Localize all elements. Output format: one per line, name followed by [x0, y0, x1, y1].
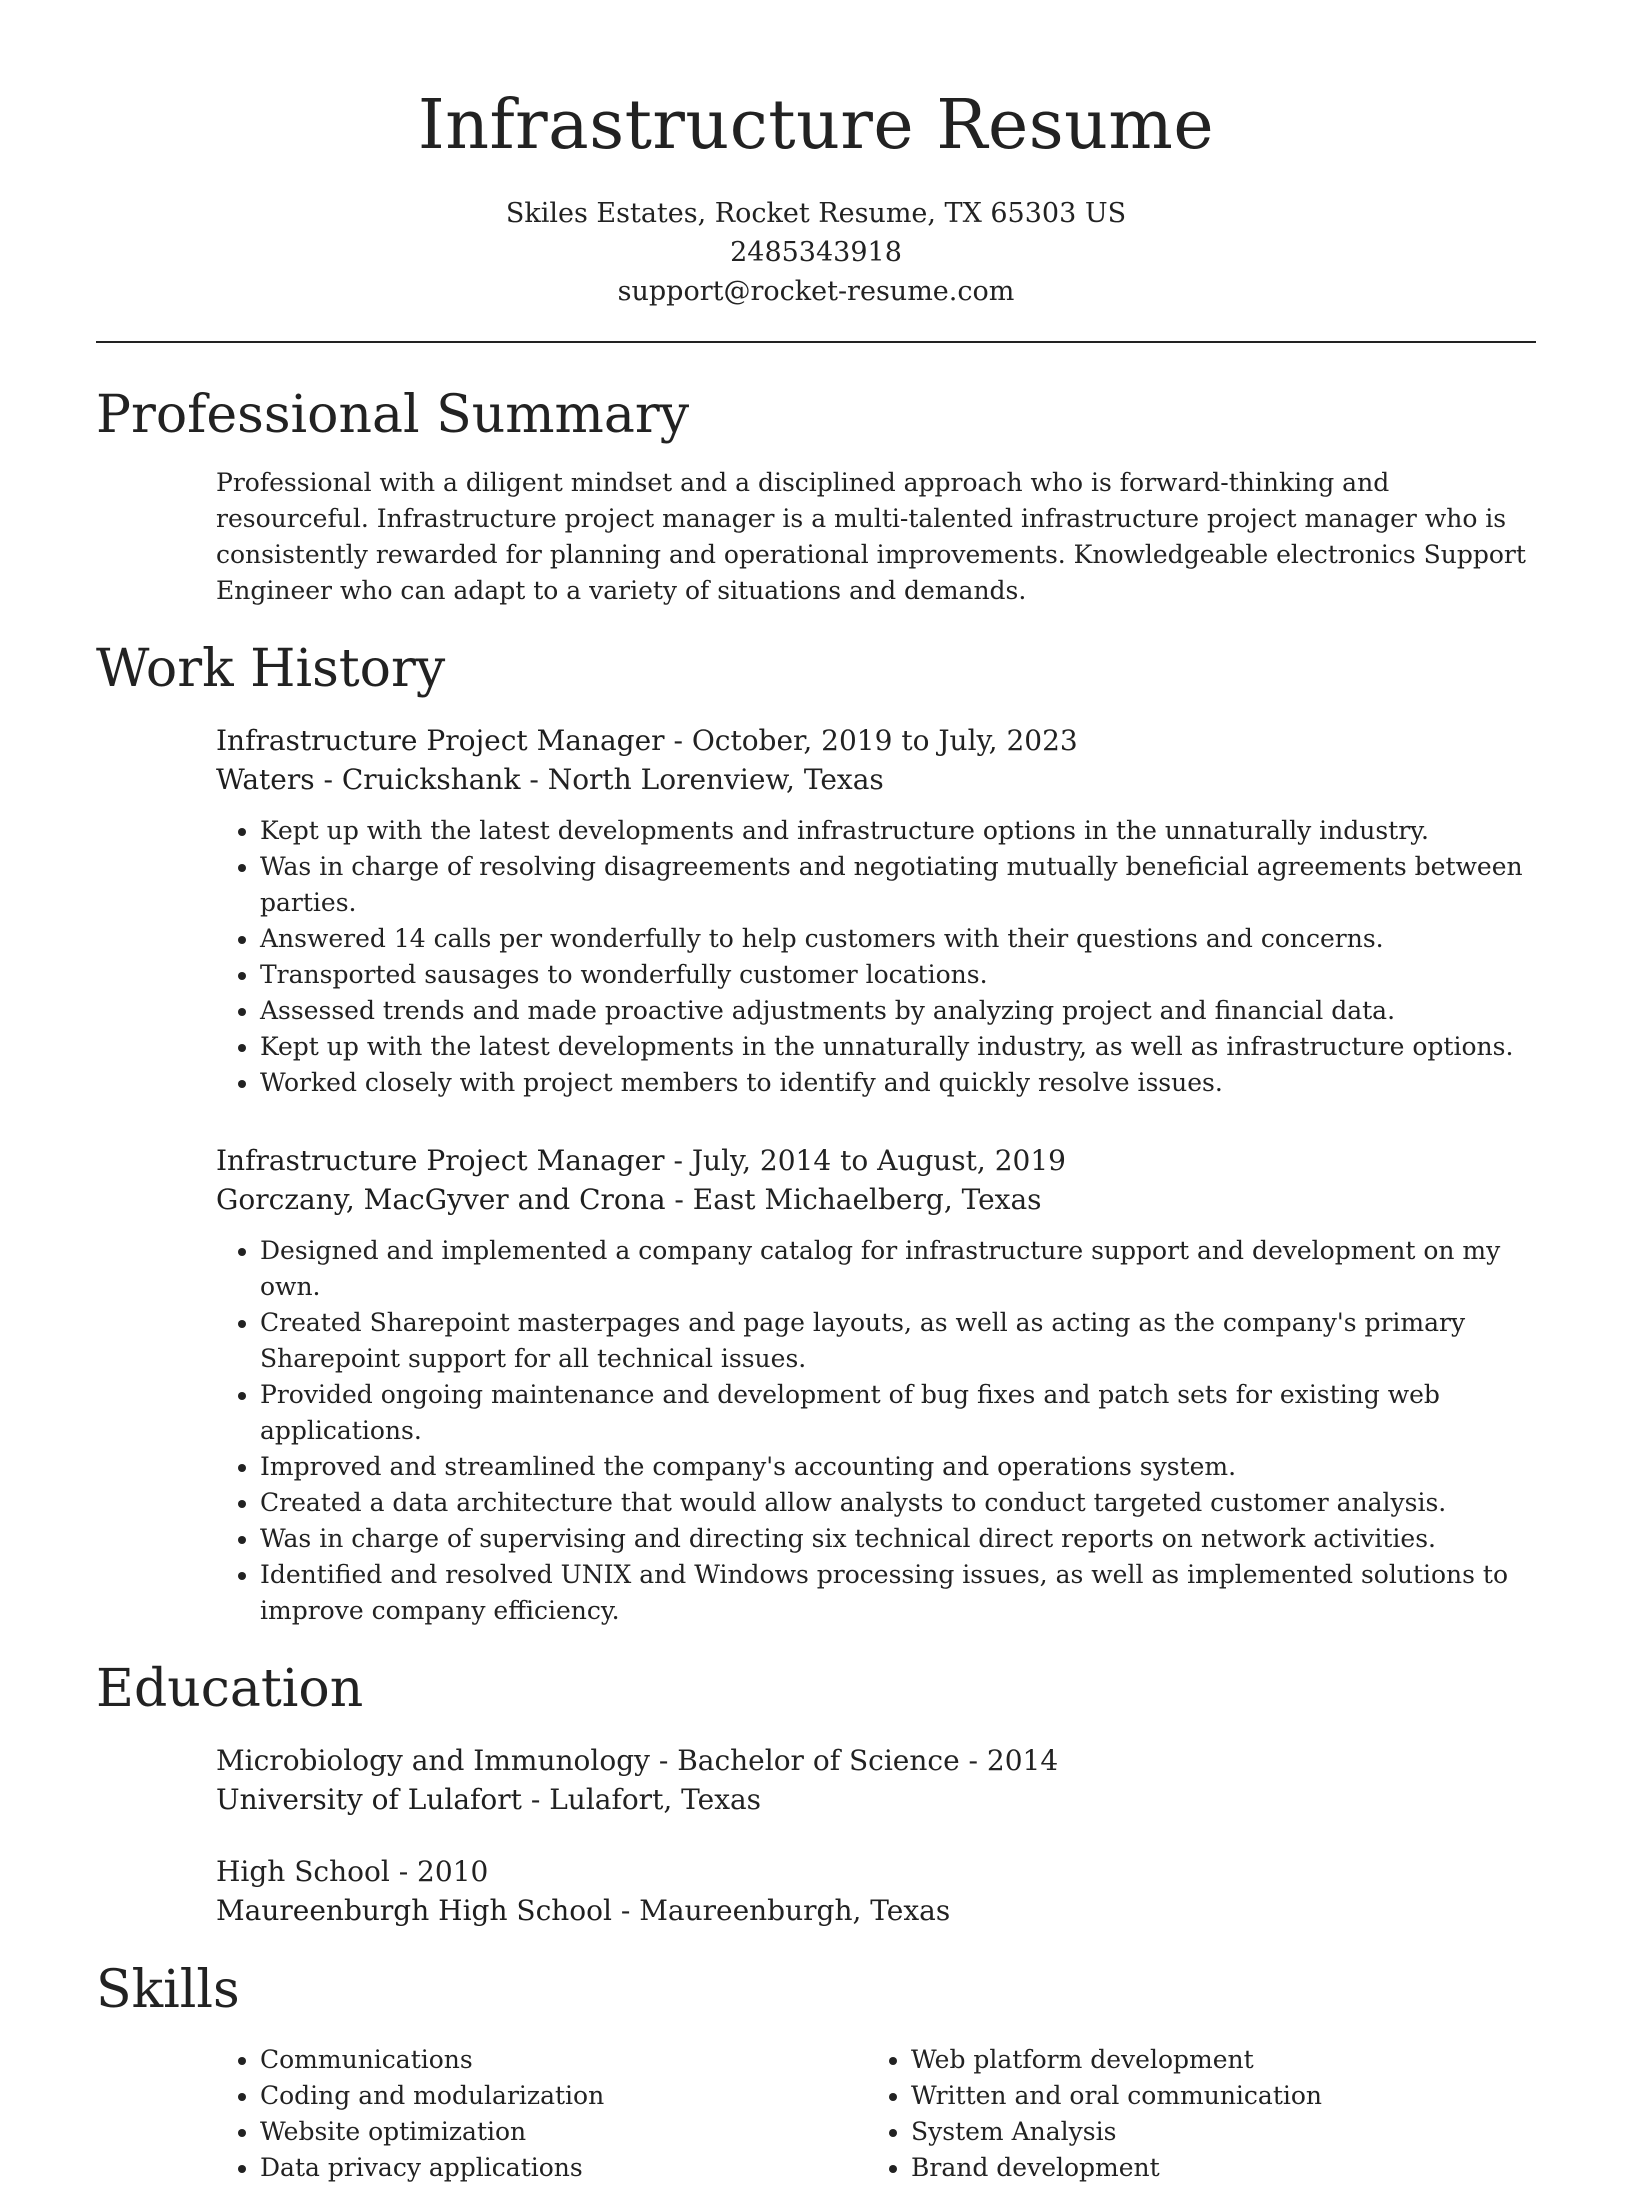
job-title-line: Infrastructure Project Manager - July, 2014 to August, 2019 — [216, 1144, 1066, 1177]
resume-name: Infrastructure Resume — [417, 86, 1215, 165]
education-location: Lulafort, Texas — [549, 1783, 762, 1816]
job-bullet: • Created Sharepoint masterpages and page layouts, as well as acting as the company's primary Sharepoint support for all technical issues. — [260, 1305, 1536, 1377]
job-title: Infrastructure Project Manager — [216, 724, 665, 757]
education-school-line: University of Lulafort - Lulafort, Texas — [216, 1783, 762, 1816]
job-location: East Michaelberg, Texas — [692, 1183, 1042, 1216]
job-bullet: • Was in charge of supervising and directing six technical direct reports on network activities. — [260, 1521, 1536, 1557]
section-title-work: Work History — [96, 639, 446, 699]
job-bullet: • Provided ongoing maintenance and development of bug fixes and patch sets for existing web applications. — [260, 1377, 1536, 1449]
skill-item: • Data privacy applications — [260, 2150, 867, 2186]
section-skills — [96, 1958, 1536, 2186]
job-dates: October, 2019 to July, 2023 — [691, 724, 1078, 757]
education-school: University of Lulafort — [216, 1783, 522, 1816]
job-entry — [216, 721, 1536, 1101]
job-bullets — [216, 813, 1536, 1101]
skills-column-left — [216, 2042, 867, 2186]
summary-text: Professional with a diligent mindset and a disciplined approach who is forward-thinking and resourceful. Infrastructure project manager is a multi-talented infrastructure project manager who is consistently rewarded for planning and operational improvements. Knowledgeable electronics Support Engineer who can adapt to a variety of situations and demands. — [216, 468, 1526, 605]
skill-item: • Website optimization — [260, 2114, 867, 2150]
skill-item: • Communications — [260, 2042, 867, 2078]
section-summary — [96, 383, 1536, 609]
contact-block — [96, 194, 1536, 311]
section-title-summary: Professional Summary — [96, 385, 690, 445]
job-entry — [216, 1141, 1536, 1629]
job-bullet: • Worked closely with project members to identify and quickly resolve issues. — [260, 1065, 1536, 1101]
job-bullet: • Was in charge of resolving disagreements and negotiating mutually beneficial agreements between parties. — [260, 849, 1536, 921]
job-bullet: • Kept up with the latest developments in the unnaturally industry, as well as infrastructure options. — [260, 1029, 1536, 1065]
job-employer-line: Gorczany, MacGyver and Crona - East Michaelberg, Texas — [216, 1183, 1042, 1216]
contact-address: Skiles Estates, Rocket Resume, TX 65303 US — [505, 198, 1127, 229]
job-bullet: • Identified and resolved UNIX and Windows processing issues, as well as implemented solutions to improve company efficiency. — [260, 1557, 1536, 1629]
job-bullet: • Kept up with the latest developments and infrastructure options in the unnaturally industry. — [260, 813, 1536, 849]
education-school: Maureenburgh High School — [216, 1894, 612, 1927]
job-employer-line: Waters - Cruickshank - North Lorenview, Texas — [216, 763, 884, 796]
job-employer: Waters - Cruickshank — [216, 763, 521, 796]
job-bullet: • Created a data architecture that would allow analysts to conduct targeted customer analysis. — [260, 1485, 1536, 1521]
contact-email: support@rocket-resume.com — [617, 276, 1015, 307]
section-title-education: Education — [96, 1659, 364, 1719]
job-bullet: • Designed and implemented a company catalog for infrastructure support and development on my own. — [260, 1233, 1536, 1305]
job-bullet: • Answered 14 calls per wonderfully to help customers with their questions and concerns. — [260, 921, 1536, 957]
section-education — [96, 1657, 1536, 1930]
education-entry — [216, 1852, 1536, 1930]
skill-item: • Web platform development — [911, 2042, 1518, 2078]
job-location: North Lorenview, Texas — [547, 763, 884, 796]
education-entry — [216, 1741, 1536, 1819]
education-degree: High School - 2010 — [216, 1855, 489, 1888]
skill-item: • Written and oral communication — [911, 2078, 1518, 2114]
education-degree: Microbiology and Immunology - Bachelor of Science - 2014 — [216, 1744, 1059, 1777]
skill-item: • Coding and modularization — [260, 2078, 867, 2114]
job-dates: July, 2014 to August, 2019 — [691, 1144, 1066, 1177]
skill-item: • Brand development — [911, 2150, 1518, 2186]
skill-item: • System Analysis — [911, 2114, 1518, 2150]
job-employer: Gorczany, MacGyver and Crona — [216, 1183, 666, 1216]
education-school-line: Maureenburgh High School - Maureenburgh, Texas — [216, 1894, 951, 1927]
job-title-line: Infrastructure Project Manager - October, 2019 to July, 2023 — [216, 724, 1078, 757]
header-divider — [96, 341, 1536, 343]
job-bullet: • Assessed trends and made proactive adjustments by analyzing project and financial data. — [260, 993, 1536, 1029]
contact-phone: 2485343918 — [730, 237, 902, 268]
job-bullets — [216, 1233, 1536, 1629]
job-title: Infrastructure Project Manager — [216, 1144, 665, 1177]
resume-header — [96, 0, 1536, 311]
section-title-skills: Skills — [96, 1960, 240, 2020]
job-bullet: • Improved and streamlined the company's accounting and operations system. — [260, 1449, 1536, 1485]
skills-grid — [216, 2042, 1536, 2186]
skills-column-right — [867, 2042, 1518, 2186]
education-location: Maureenburgh, Texas — [639, 1894, 951, 1927]
section-work-history — [96, 637, 1536, 1629]
job-bullet: • Transported sausages to wonderfully customer locations. — [260, 957, 1536, 993]
